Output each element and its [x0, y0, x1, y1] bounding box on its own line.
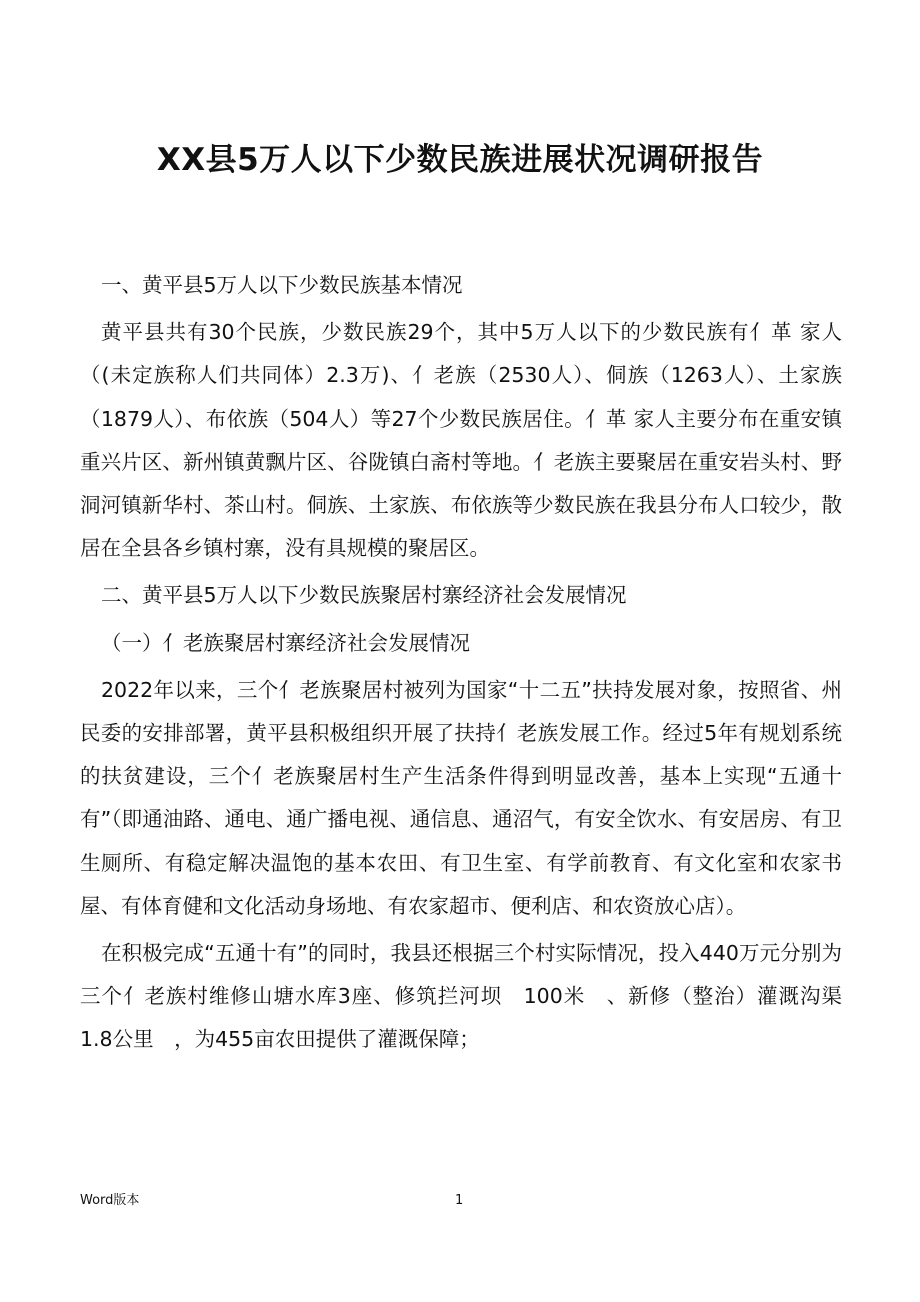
footer-label: Word版本: [80, 1193, 140, 1208]
document-body: [80, 264, 863, 1062]
section-heading-1: 一、黄平县5万人以下少数民族基本情况: [101, 273, 463, 297]
paragraph-basic-situation: 黄平县共有30个民族，少数民族29个，其中5万人以下的少数民族有亻革 家人（(未定族称人们共同体）2.3万)、亻老族（2530人）、侗族（1263人）、土家族（1879人）、布依族（504人）等27个少数民族居住。亻革 家人主要分布在重安镇重兴片区、新州镇黄飘片区、谷陇镇白斋村等地。亻老族主要聚居在重安岩头村、野洞河镇新华村、茶山村。侗族、土家族、布依族等少数民族在我县分布人口较少，散居在全县各乡镇村寨，没有具规模的聚居区。: [80, 320, 842, 561]
document-title: XX县5万人以下少数民族进展状况调研报告: [156, 142, 764, 178]
section-heading-2: 二、黄平县5万人以下少数民族聚居村寨经济社会发展情况: [101, 583, 627, 608]
subsection-heading-1: （一）亻老族聚居村寨经济社会发展情况: [101, 630, 470, 655]
paragraph-development: 2022年以来，三个亻老族聚居村被列为国家“十二五”扶持发展对象，按照省、州民委的安排部署，黄平县积极组织开展了扶持亻老族发展工作。经过5年有规划系统的扶贫建设，三个亻老族聚居村生产生活条件得到明显改善，基本上实现“五通十有”（即通油路、通电、通广播电视、通信息、通沼气，有安全饮水、有安居房、有卫生厕所、有稳定解决温饱的基本农田、有卫生室、有学前教育、有文化室和农家书屋、有体育健和文化活动身场地、有农家超市、便利店、和农资放心店）。: [80, 677, 842, 918]
page-number: 1: [455, 1193, 464, 1208]
paragraph-investment: 在积极完成“五通十有”的同时，我县还根据三个村实际情况，投入440万元分别为三个亻老族村维修山塘水库3座、修筑拦河坝 100米 、新修（整治）灌溉沟渠 1.8公里 ，为455亩农田提供了灌溉保障；: [80, 941, 863, 1052]
